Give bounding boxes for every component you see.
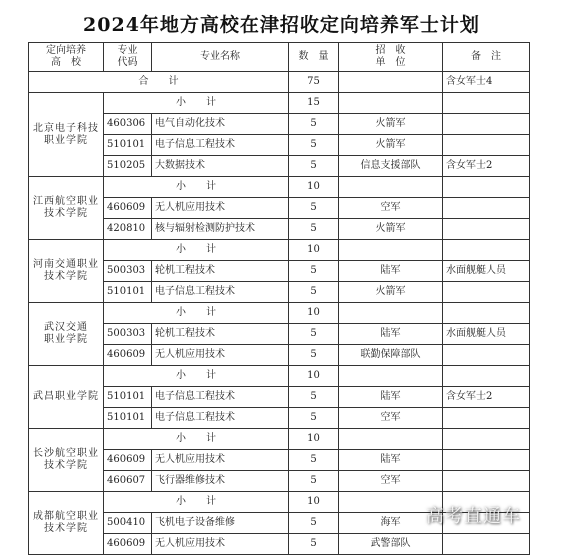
- subtotal-row: [29, 240, 530, 261]
- major-note: [443, 408, 530, 429]
- table-row: [29, 261, 530, 282]
- subtotal-count: 10: [289, 492, 339, 513]
- major-note: [443, 534, 530, 555]
- school-name-line: 武汉交通: [44, 322, 88, 333]
- school-name-line: 技术学院: [44, 208, 88, 219]
- header-count: 数 量: [289, 43, 339, 72]
- school-name: [29, 429, 104, 492]
- subtotal-count: 10: [289, 240, 339, 261]
- major-note: 含女军士2: [443, 387, 530, 408]
- major-unit: 信息支援部队: [339, 156, 443, 177]
- major-note: 含女军士2: [443, 156, 530, 177]
- major-unit: 陆军: [339, 261, 443, 282]
- subtotal-row: [29, 177, 530, 198]
- header-unit-line-1: 招 收: [375, 45, 406, 56]
- major-code: 460609: [104, 450, 152, 471]
- table-row: [29, 324, 530, 345]
- subtotal-note: [443, 177, 530, 198]
- major-count: 5: [289, 156, 339, 177]
- major-name: 大数据技术: [152, 156, 289, 177]
- subtotal-label: 小 计: [104, 177, 289, 198]
- header-school-line-1: 定向培养: [46, 45, 86, 56]
- major-note: [443, 471, 530, 492]
- major-unit: 陆军: [339, 450, 443, 471]
- major-unit: 海军: [339, 513, 443, 534]
- header-school: [29, 43, 104, 72]
- subtotal-note: [443, 240, 530, 261]
- major-unit: 火箭军: [339, 219, 443, 240]
- major-code: 510205: [104, 156, 152, 177]
- major-code: 460609: [104, 345, 152, 366]
- table-row: [29, 156, 530, 177]
- major-count: 5: [289, 282, 339, 303]
- subtotal-count: 10: [289, 303, 339, 324]
- subtotal-note: [443, 366, 530, 387]
- major-code: 460609: [104, 198, 152, 219]
- header-code: [104, 43, 152, 72]
- major-name: 无人机应用技术: [152, 534, 289, 555]
- major-note: [443, 450, 530, 471]
- major-note: 水面舰艇人员: [443, 324, 530, 345]
- subtotal-unit: [339, 429, 443, 450]
- major-count: 5: [289, 408, 339, 429]
- subtotal-row: [29, 93, 530, 114]
- table-row: [29, 450, 530, 471]
- school-name-line: 技术学院: [44, 460, 88, 471]
- table-row: [29, 471, 530, 492]
- subtotal-count: 10: [289, 177, 339, 198]
- subtotal-note: [443, 93, 530, 114]
- major-count: 5: [289, 534, 339, 555]
- total-row: [29, 72, 530, 93]
- major-count: 5: [289, 324, 339, 345]
- subtotal-unit: [339, 366, 443, 387]
- major-code: 510101: [104, 408, 152, 429]
- table-row: [29, 345, 530, 366]
- school-name: [29, 492, 104, 555]
- major-name: 飞行器维修技术: [152, 471, 289, 492]
- school-name: [29, 303, 104, 366]
- major-unit: 联勤保障部队: [339, 345, 443, 366]
- major-count: 5: [289, 219, 339, 240]
- table-row: [29, 135, 530, 156]
- school-name-line: 长沙航空职业: [33, 448, 99, 459]
- major-count: 5: [289, 387, 339, 408]
- subtotal-count: 10: [289, 429, 339, 450]
- school-name-line: 职业学院: [44, 334, 88, 345]
- subtotal-note: [443, 303, 530, 324]
- header-code-line-2: 代码: [117, 57, 138, 68]
- major-count: 5: [289, 135, 339, 156]
- school-name-line: 北京电子科技: [33, 122, 99, 134]
- subtotal-label: 小 计: [104, 240, 289, 261]
- table-row: [29, 387, 530, 408]
- major-count: 5: [289, 513, 339, 534]
- subtotal-count: 15: [289, 93, 339, 114]
- subtotal-row: [29, 429, 530, 450]
- major-note: 水面舰艇人员: [443, 261, 530, 282]
- school-name-line: 技术学院: [44, 271, 88, 282]
- watermark-text: 高考直通车: [426, 506, 521, 527]
- school-name: [29, 366, 104, 429]
- subtotal-row: [29, 366, 530, 387]
- subtotal-unit: [339, 303, 443, 324]
- major-unit: 火箭军: [339, 114, 443, 135]
- header-row: [29, 43, 530, 72]
- major-code: 510101: [104, 135, 152, 156]
- major-name: 轮机工程技术: [152, 261, 289, 282]
- major-note: [443, 219, 530, 240]
- header-school-line-2: 高 校: [51, 57, 81, 68]
- header-unit: [339, 43, 443, 72]
- major-note: [443, 198, 530, 219]
- major-name: 无人机应用技术: [152, 450, 289, 471]
- major-code: 500303: [104, 324, 152, 345]
- table-row: [29, 282, 530, 303]
- subtotal-label: 小 计: [104, 492, 289, 513]
- major-unit: 陆军: [339, 324, 443, 345]
- major-name: 无人机应用技术: [152, 345, 289, 366]
- major-count: 5: [289, 471, 339, 492]
- major-count: 5: [289, 261, 339, 282]
- subtotal-label: 小 计: [104, 93, 289, 114]
- major-note: [443, 282, 530, 303]
- major-count: 5: [289, 450, 339, 471]
- table-row: [29, 114, 530, 135]
- major-code: 460306: [104, 114, 152, 135]
- subtotal-count: 10: [289, 366, 339, 387]
- school-name-line: 河南交通职业: [33, 259, 99, 270]
- school-name: [29, 93, 104, 177]
- major-note: [443, 114, 530, 135]
- major-name: 电子信息工程技术: [152, 282, 289, 303]
- major-count: 5: [289, 198, 339, 219]
- major-code: 460607: [104, 471, 152, 492]
- major-code: 420810: [104, 219, 152, 240]
- header-unit-line-2: 单 位: [375, 57, 406, 68]
- school-name-line: 武昌职业学院: [33, 391, 99, 402]
- total-unit: [339, 72, 443, 93]
- table-row: [29, 219, 530, 240]
- header-note: 备 注: [443, 43, 530, 72]
- major-code: 500303: [104, 261, 152, 282]
- major-name: 飞机电子设备维修: [152, 513, 289, 534]
- school-name-line: 技术学院: [44, 523, 88, 534]
- major-name: 电子信息工程技术: [152, 408, 289, 429]
- major-count: 5: [289, 345, 339, 366]
- subtotal-unit: [339, 93, 443, 114]
- total-note: 含女军士4: [443, 72, 530, 93]
- school-name-line: 成都航空职业: [33, 511, 99, 522]
- school-name-line: 江西航空职业: [33, 196, 99, 207]
- major-note: [443, 135, 530, 156]
- major-unit: 空军: [339, 198, 443, 219]
- major-name: 电气自动化技术: [152, 114, 289, 135]
- major-unit: 空军: [339, 471, 443, 492]
- subtotal-label: 小 计: [104, 429, 289, 450]
- major-code: 510101: [104, 282, 152, 303]
- subtotal-unit: [339, 177, 443, 198]
- subtotal-note: [443, 429, 530, 450]
- major-name: 核与辐射检测防护技术: [152, 219, 289, 240]
- major-name: 电子信息工程技术: [152, 387, 289, 408]
- subtotal-label: 小 计: [104, 303, 289, 324]
- major-unit: 陆军: [339, 387, 443, 408]
- major-name: 电子信息工程技术: [152, 135, 289, 156]
- school-name-line: 职业学院: [44, 134, 88, 146]
- total-count: 75: [289, 72, 339, 93]
- major-unit: 空军: [339, 408, 443, 429]
- page-title: 2024年地方高校在津招收定向培养军士计划: [83, 14, 480, 36]
- table-row: [29, 198, 530, 219]
- major-code: 510101: [104, 387, 152, 408]
- major-unit: 武警部队: [339, 534, 443, 555]
- header-code-line-1: 专业: [117, 45, 138, 56]
- subtotal-label: 小 计: [104, 366, 289, 387]
- subtotal-row: [29, 303, 530, 324]
- total-label: 合 计: [29, 72, 289, 93]
- major-code: 500410: [104, 513, 152, 534]
- school-name: [29, 240, 104, 303]
- table-row: [29, 534, 530, 555]
- major-note: [443, 345, 530, 366]
- table-row: [29, 408, 530, 429]
- major-name: 轮机工程技术: [152, 324, 289, 345]
- school-name: [29, 177, 104, 240]
- major-name: 无人机应用技术: [152, 198, 289, 219]
- major-unit: 火箭军: [339, 282, 443, 303]
- subtotal-unit: [339, 240, 443, 261]
- major-unit: 火箭军: [339, 135, 443, 156]
- plan-table: [28, 42, 530, 555]
- major-count: 5: [289, 114, 339, 135]
- header-major: 专业名称: [152, 43, 289, 72]
- major-code: 460609: [104, 534, 152, 555]
